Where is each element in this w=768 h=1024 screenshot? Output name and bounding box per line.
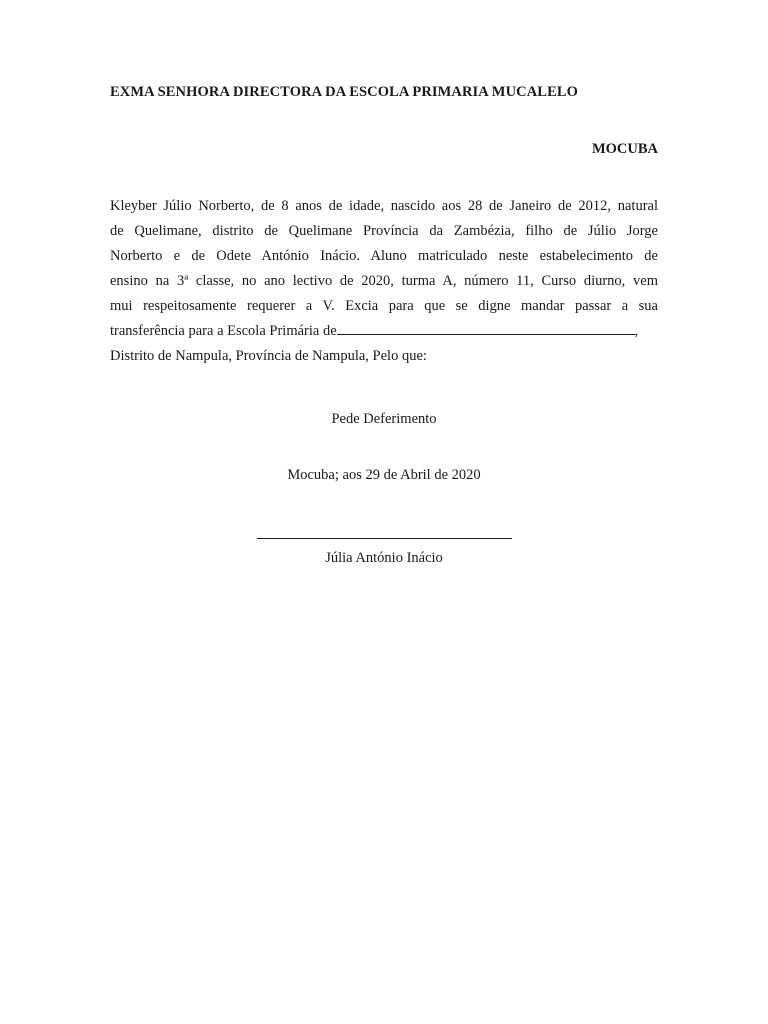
body-line-6-text: transferência para a Escola Primária de xyxy=(110,323,337,339)
body-line-1: Kleyber Júlio Norberto, de 8 anos de idade, nascido aos 28 de Janeiro de 2012, natural xyxy=(110,198,658,214)
signer-name: Júlia António Inácio xyxy=(325,550,443,566)
body-line-6 xyxy=(110,319,658,344)
body-line-6-comma: , xyxy=(634,323,639,339)
city-heading: MOCUBA xyxy=(591,141,658,157)
addressee-heading: EXMA SENHORA DIRECTORA DA ESCOLA PRIMARIA MUCALELO xyxy=(110,84,578,100)
signature-line xyxy=(257,538,512,539)
place-date: Mocuba; aos 29 de Abril de 2020 xyxy=(287,467,481,483)
school-name-blank-field xyxy=(337,320,635,335)
body-line-7: Distrito de Nampula, Província de Nampula, Pelo que: xyxy=(110,348,427,364)
body-line-3: Norberto e de Odete António Inácio. Aluno matriculado neste estabelecimento de xyxy=(110,248,658,264)
request-phrase: Pede Deferimento xyxy=(331,411,437,427)
request-body xyxy=(110,194,658,369)
body-line-4: ensino na 3ª classe, no ano lectivo de 2020, turma A, número 11, Curso diurno, vem xyxy=(110,273,658,289)
body-line-2: de Quelimane, distrito de Quelimane Província da Zambézia, filho de Júlio Jorge xyxy=(110,223,658,239)
body-line-5: mui respeitosamente requerer a V. Excia para que se digne mandar passar a sua xyxy=(110,298,658,314)
